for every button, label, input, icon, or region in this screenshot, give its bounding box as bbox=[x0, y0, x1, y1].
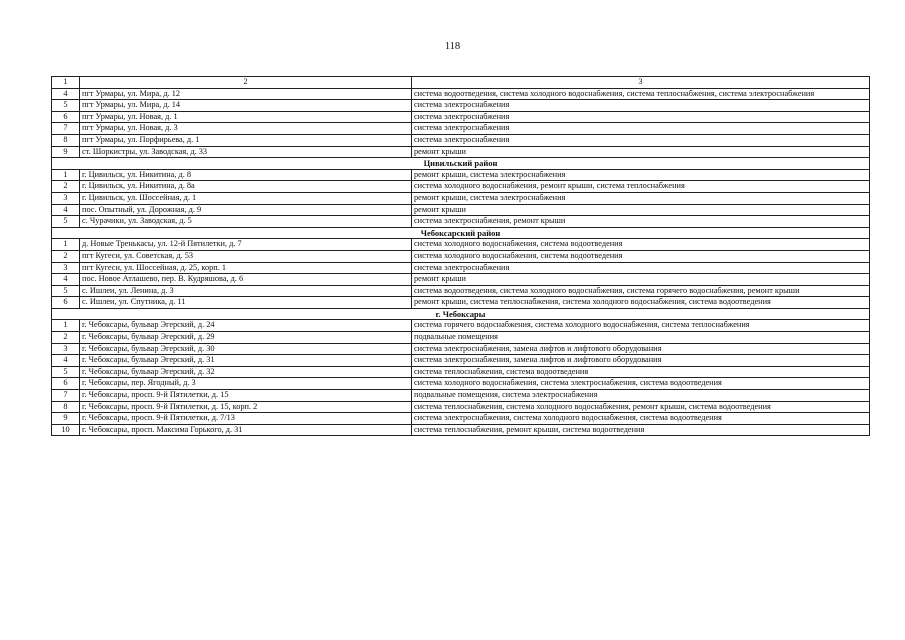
table-row bbox=[52, 332, 870, 344]
row-number: 1 bbox=[52, 169, 80, 181]
table-row bbox=[52, 216, 870, 228]
row-number: 5 bbox=[52, 100, 80, 112]
table-row bbox=[52, 401, 870, 413]
table-row bbox=[52, 169, 870, 181]
page-number: 118 bbox=[444, 41, 461, 52]
row-address: пгт Кугеси, ул. Шоссейная, д. 25, корп. 1 bbox=[80, 262, 412, 274]
row-address: пос. Опытный, ул. Дорожная, д. 9 bbox=[80, 204, 412, 216]
row-works: ремонт крыши, система электроснабжения bbox=[412, 169, 870, 181]
table-row bbox=[52, 355, 870, 367]
row-works: система электроснабжения bbox=[412, 134, 870, 146]
row-works: система холодного водоснабжения, система водоотведения bbox=[412, 239, 870, 251]
row-address: г. Цивильск, ул. Никитина, д. 8 bbox=[80, 169, 412, 181]
row-works: система теплоснабжения, система холодного водоснабжения, ремонт крыши, система водоотведения bbox=[412, 401, 870, 413]
table-row bbox=[52, 146, 870, 158]
row-number: 6 bbox=[52, 297, 80, 309]
row-number: 4 bbox=[52, 204, 80, 216]
row-address: пгт Урмары, ул. Мира, д. 14 bbox=[80, 100, 412, 112]
row-address: г. Чебоксары, бульвар Эгерский, д. 29 bbox=[80, 332, 412, 344]
row-works: система электроснабжения bbox=[412, 111, 870, 123]
row-address: г. Чебоксары, бульвар Эгерский, д. 31 bbox=[80, 355, 412, 367]
table-row bbox=[52, 378, 870, 390]
row-address: г. Цивильск, ул. Никитина, д. 8а bbox=[80, 181, 412, 193]
row-works: система электроснабжения, замена лифтов и лифтового оборудования bbox=[412, 343, 870, 355]
row-address: г. Чебоксары, бульвар Эгерский, д. 32 bbox=[80, 366, 412, 378]
section-title: г. Чебоксары bbox=[52, 308, 870, 320]
row-number: 8 bbox=[52, 401, 80, 413]
header-col-2: 2 bbox=[80, 77, 412, 89]
table-body bbox=[52, 77, 870, 436]
row-number: 10 bbox=[52, 424, 80, 436]
row-number: 6 bbox=[52, 111, 80, 123]
row-address: ст. Шоркистры, ул. Заводская, д. 33 bbox=[80, 146, 412, 158]
row-works: ремонт крыши, система теплоснабжения, система холодного водоснабжения, система водоотведения bbox=[412, 297, 870, 309]
row-address: г. Чебоксары, просп. 9-й Пятилетки, д. 15 bbox=[80, 390, 412, 402]
row-number: 9 bbox=[52, 146, 80, 158]
table-row bbox=[52, 239, 870, 251]
row-number: 1 bbox=[52, 320, 80, 332]
row-number: 4 bbox=[52, 274, 80, 286]
section-title: Чебоксарский район bbox=[52, 227, 870, 239]
table-row bbox=[52, 274, 870, 286]
row-number: 4 bbox=[52, 88, 80, 100]
row-works: система электроснабжения, ремонт крыши bbox=[412, 216, 870, 228]
row-number: 2 bbox=[52, 250, 80, 262]
row-works: ремонт крыши bbox=[412, 274, 870, 286]
row-number: 2 bbox=[52, 181, 80, 193]
row-works: ремонт крыши, система электроснабжения bbox=[412, 192, 870, 204]
row-address: г. Чебоксары, просп. Максима Горького, д. 31 bbox=[80, 424, 412, 436]
row-address: с. Ишлеи, ул. Ленина, д. 3 bbox=[80, 285, 412, 297]
table-row bbox=[52, 250, 870, 262]
row-address: г. Цивильск, ул. Шоссейная, д. 1 bbox=[80, 192, 412, 204]
table-row bbox=[52, 320, 870, 332]
table-row bbox=[52, 390, 870, 402]
table-row bbox=[52, 123, 870, 135]
row-works: система холодного водоснабжения, система водоотведения bbox=[412, 250, 870, 262]
row-number: 5 bbox=[52, 285, 80, 297]
works-table bbox=[51, 76, 870, 436]
table-row bbox=[52, 366, 870, 378]
row-works: ремонт крыши bbox=[412, 146, 870, 158]
row-works: подвальные помещения, система электроснабжения bbox=[412, 390, 870, 402]
row-address: г. Чебоксары, просп. 9-й Пятилетки, д. 7/13 bbox=[80, 413, 412, 425]
header-col-3: 3 bbox=[412, 77, 870, 89]
table-row bbox=[52, 100, 870, 112]
row-address: г. Чебоксары, пер. Ягодный, д. 3 bbox=[80, 378, 412, 390]
table-header-row bbox=[52, 77, 870, 89]
row-works: система водоотведения, система холодного водоснабжения, система теплоснабжения, система электроснабжения bbox=[412, 88, 870, 100]
row-works: система электроснабжения, замена лифтов и лифтового оборудования bbox=[412, 355, 870, 367]
row-address: д. Новые Тренькасы, ул. 12-й Пятилетки, д. 7 bbox=[80, 239, 412, 251]
row-address: г. Чебоксары, бульвар Эгерский, д. 24 bbox=[80, 320, 412, 332]
table-row bbox=[52, 192, 870, 204]
row-address: г. Чебоксары, просп. 9-й Пятилетки, д. 15, корп. 2 bbox=[80, 401, 412, 413]
row-number: 3 bbox=[52, 343, 80, 355]
row-number: 1 bbox=[52, 239, 80, 251]
row-works: система холодного водоснабжения, система электроснабжения, система водоотведения bbox=[412, 378, 870, 390]
section-header-row bbox=[52, 308, 870, 320]
table-row bbox=[52, 134, 870, 146]
row-address: с. Чурачики, ул. Заводская, д. 5 bbox=[80, 216, 412, 228]
table-row bbox=[52, 285, 870, 297]
table-row bbox=[52, 181, 870, 193]
section-header-row bbox=[52, 158, 870, 170]
row-number: 7 bbox=[52, 390, 80, 402]
row-works: система водоотведения, система холодного водоснабжения, система горячего водоснабжения, ремонт крыши bbox=[412, 285, 870, 297]
row-works: система электроснабжения bbox=[412, 123, 870, 135]
row-works: система электроснабжения, система холодного водоснабжения, система водоотведения bbox=[412, 413, 870, 425]
row-address: пгт Урмары, ул. Новая, д. 1 bbox=[80, 111, 412, 123]
row-address: пгт Урмары, ул. Мира, д. 12 bbox=[80, 88, 412, 100]
row-number: 5 bbox=[52, 216, 80, 228]
table-row bbox=[52, 204, 870, 216]
row-number: 6 bbox=[52, 378, 80, 390]
row-works: система электроснабжения bbox=[412, 262, 870, 274]
row-number: 9 bbox=[52, 413, 80, 425]
table-row bbox=[52, 297, 870, 309]
row-number: 3 bbox=[52, 192, 80, 204]
row-works: подвальные помещения bbox=[412, 332, 870, 344]
table-row bbox=[52, 111, 870, 123]
section-title: Цивильский район bbox=[52, 158, 870, 170]
row-address: пгт Урмары, ул. Порфирьева, д. 1 bbox=[80, 134, 412, 146]
header-col-1: 1 bbox=[52, 77, 80, 89]
row-works: система горячего водоснабжения, система холодного водоснабжения, система теплоснабжения bbox=[412, 320, 870, 332]
row-address: пос. Новое Атлашево, пер. В. Кудряшова, д. 6 bbox=[80, 274, 412, 286]
row-number: 5 bbox=[52, 366, 80, 378]
row-number: 7 bbox=[52, 123, 80, 135]
row-address: с. Ишлеи, ул. Спутника, д. 11 bbox=[80, 297, 412, 309]
row-works: система теплоснабжения, система водоотведения bbox=[412, 366, 870, 378]
row-address: пгт Кугеси, ул. Советская, д. 53 bbox=[80, 250, 412, 262]
row-address: г. Чебоксары, бульвар Эгерский, д. 30 bbox=[80, 343, 412, 355]
table-row bbox=[52, 262, 870, 274]
row-number: 4 bbox=[52, 355, 80, 367]
row-address: пгт Урмары, ул. Новая, д. 3 bbox=[80, 123, 412, 135]
row-works: система холодного водоснабжения, ремонт крыши, система теплоснабжения bbox=[412, 181, 870, 193]
row-works: ремонт крыши bbox=[412, 204, 870, 216]
row-number: 3 bbox=[52, 262, 80, 274]
table-row bbox=[52, 343, 870, 355]
table-row bbox=[52, 88, 870, 100]
section-header-row bbox=[52, 227, 870, 239]
row-number: 8 bbox=[52, 134, 80, 146]
table-row bbox=[52, 424, 870, 436]
row-number: 2 bbox=[52, 332, 80, 344]
row-works: система теплоснабжения, ремонт крыши, система водоотведения bbox=[412, 424, 870, 436]
row-works: система электроснабжения bbox=[412, 100, 870, 112]
table-row bbox=[52, 413, 870, 425]
